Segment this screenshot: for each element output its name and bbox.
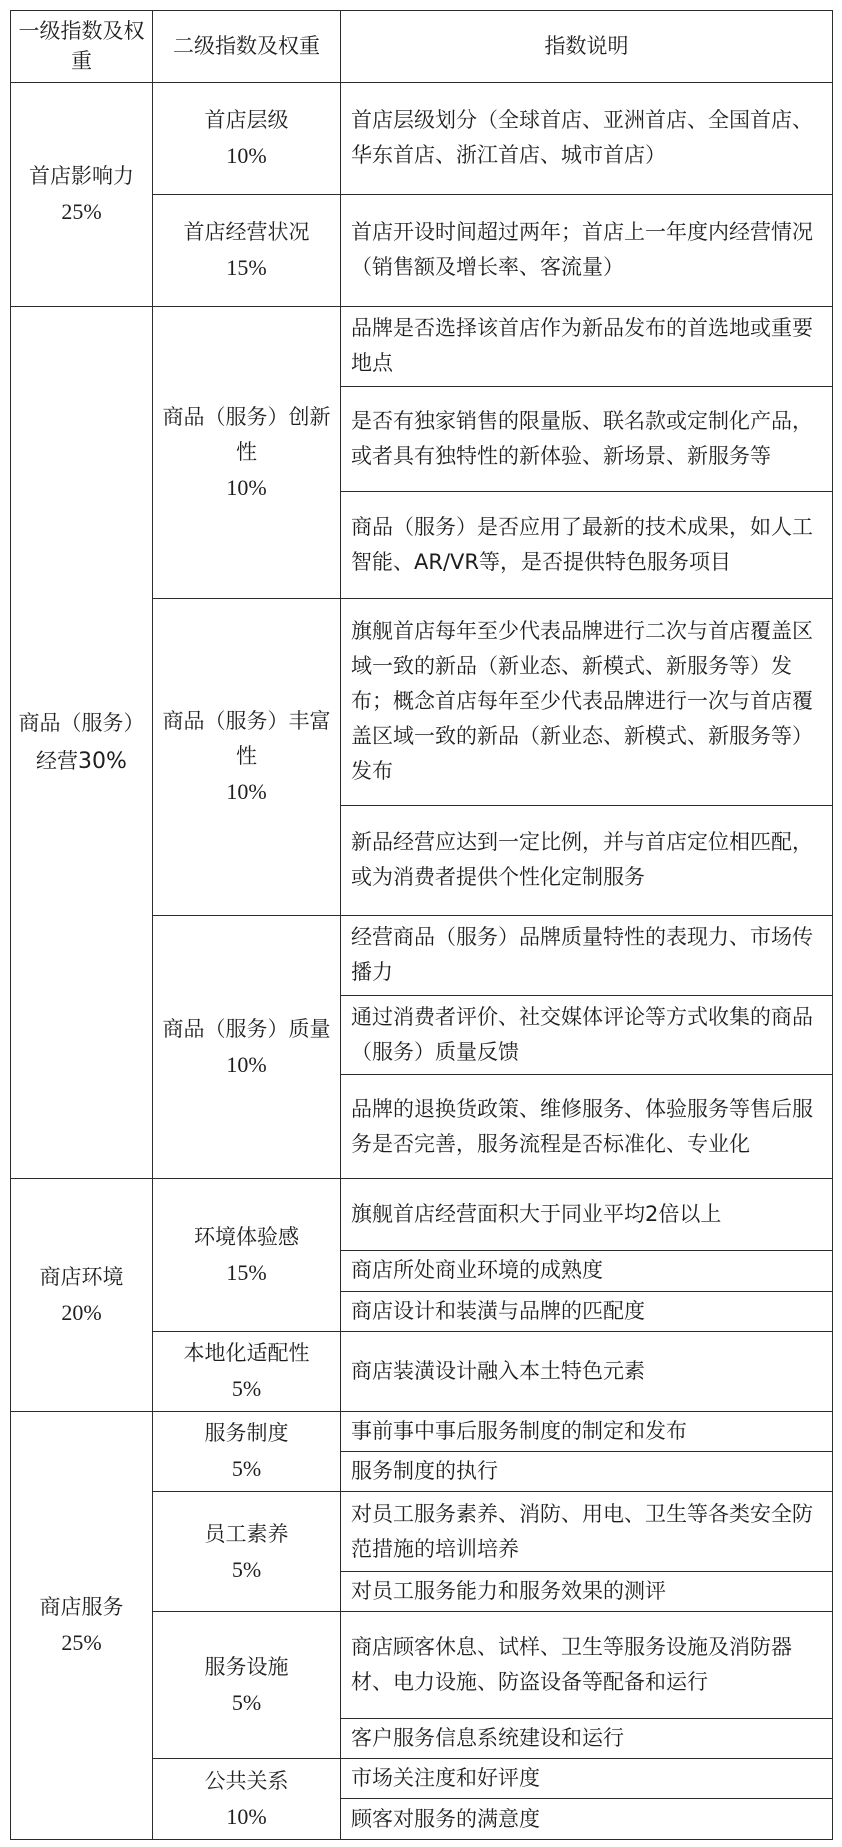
level1-weight: 25% bbox=[61, 199, 102, 225]
level1-weight: 25% bbox=[61, 1630, 102, 1656]
level1-cell bbox=[11, 82, 153, 306]
level2-weight: 15% bbox=[226, 255, 267, 281]
desc-cell: 市场关注度和好评度 bbox=[341, 1759, 833, 1799]
desc-cell: 旗舰首店每年至少代表品牌进行二次与首店覆盖区域一致的新品（新业态、新模式、新服务等）发布；概念首店每年至少代表品牌进行一次与首店覆盖区域一致的新品（新业态、新模式、新服务等）发布 bbox=[341, 598, 833, 805]
level2-name: 商品（服务）创新性 bbox=[162, 404, 331, 464]
level1-name: 商店服务 bbox=[39, 1595, 124, 1620]
desc-cell: 顾客对服务的满意度 bbox=[341, 1799, 833, 1840]
level2-weight: 5% bbox=[231, 1376, 262, 1402]
level2-cell bbox=[153, 1759, 341, 1840]
desc-cell: 商店顾客休息、试样、卫生等服务设施及消防器材、电力设施、防盗设备等配备和运行 bbox=[341, 1612, 833, 1719]
level2-weight: 15% bbox=[226, 1260, 267, 1286]
desc-cell: 经营商品（服务）品牌质量特性的表现力、市场传播力 bbox=[341, 915, 833, 995]
level2-name: 公共关系 bbox=[204, 1769, 289, 1794]
level1-name: 商品（服务） 经营30% bbox=[18, 711, 145, 775]
level2-weight: 10% bbox=[226, 143, 267, 169]
level2-weight: 10% bbox=[226, 1804, 267, 1830]
level2-cell bbox=[153, 307, 341, 599]
level2-weight: 10% bbox=[226, 474, 267, 500]
desc-cell: 商店设计和装潢与品牌的匹配度 bbox=[341, 1291, 833, 1331]
index-table bbox=[10, 10, 833, 1840]
desc-cell: 首店开设时间超过两年；首店上一年度内经营情况（销售额及增长率、客流量） bbox=[341, 194, 833, 306]
level2-name: 商品（服务）丰富性 bbox=[162, 709, 331, 769]
level2-name: 商品（服务）质量 bbox=[162, 1017, 331, 1042]
level2-cell bbox=[153, 915, 341, 1179]
level1-cell bbox=[11, 1411, 153, 1840]
level2-name: 员工素养 bbox=[204, 1521, 289, 1546]
level2-name: 服务设施 bbox=[204, 1655, 289, 1680]
desc-cell: 对员工服务能力和服务效果的测评 bbox=[341, 1571, 833, 1611]
level2-weight: 5% bbox=[231, 1690, 262, 1716]
level2-name: 首店层级 bbox=[204, 108, 289, 133]
table-row bbox=[11, 1179, 833, 1251]
level2-name: 环境体验感 bbox=[194, 1225, 299, 1250]
desc-cell: 新品经营应达到一定比例，并与首店定位相匹配，或为消费者提供个性化定制服务 bbox=[341, 806, 833, 916]
level2-name: 服务制度 bbox=[204, 1421, 289, 1446]
desc-cell: 旗舰首店经营面积大于同业平均2倍以上 bbox=[341, 1179, 833, 1251]
table-row bbox=[11, 307, 833, 387]
desc-cell: 对员工服务素养、消防、用电、卫生等各类安全防范措施的培训培养 bbox=[341, 1492, 833, 1572]
level2-cell bbox=[153, 1411, 341, 1492]
level2-weight: 5% bbox=[231, 1556, 262, 1582]
level2-name: 本地化适配性 bbox=[183, 1341, 310, 1366]
level1-name: 商店环境 bbox=[39, 1264, 124, 1289]
level2-name: 首店经营状况 bbox=[183, 220, 310, 245]
desc-cell: 服务制度的执行 bbox=[341, 1451, 833, 1491]
level2-weight: 5% bbox=[231, 1456, 262, 1482]
desc-cell: 客户服务信息系统建设和运行 bbox=[341, 1718, 833, 1758]
level2-cell bbox=[153, 82, 341, 194]
level2-cell bbox=[153, 194, 341, 306]
level1-cell bbox=[11, 307, 153, 1179]
level1-weight: 20% bbox=[61, 1299, 102, 1325]
level2-cell bbox=[153, 1612, 341, 1759]
desc-cell: 事前事中事后服务制度的制定和发布 bbox=[341, 1411, 833, 1451]
header-level1: 一级指数及权重 bbox=[11, 11, 153, 83]
level2-cell bbox=[153, 598, 341, 915]
header-desc: 指数说明 bbox=[341, 11, 833, 83]
table-row bbox=[11, 1411, 833, 1451]
desc-cell: 商品（服务）是否应用了最新的技术成果，如人工智能、AR/VR等，是否提供特色服务项目 bbox=[341, 492, 833, 599]
level2-cell bbox=[153, 1331, 341, 1411]
desc-cell: 商店所处商业环境的成熟度 bbox=[341, 1251, 833, 1291]
table-header-row bbox=[11, 11, 833, 83]
desc-cell: 首店层级划分（全球首店、亚洲首店、全国首店、华东首店、浙江首店、城市首店） bbox=[341, 82, 833, 194]
desc-cell: 通过消费者评价、社交媒体评论等方式收集的商品（服务）质量反馈 bbox=[341, 995, 833, 1075]
header-level2: 二级指数及权重 bbox=[153, 11, 341, 83]
level2-cell bbox=[153, 1492, 341, 1612]
level2-cell bbox=[153, 1179, 341, 1331]
desc-cell: 是否有独家销售的限量版、联名款或定制化产品，或者具有独特性的新体验、新场景、新服务等 bbox=[341, 386, 833, 491]
desc-cell: 品牌的退换货政策、维修服务、体验服务等售后服务是否完善，服务流程是否标准化、专业化 bbox=[341, 1075, 833, 1179]
level2-weight: 10% bbox=[226, 1052, 267, 1078]
table-row bbox=[11, 82, 833, 194]
desc-cell: 商店装潢设计融入本土特色元素 bbox=[341, 1331, 833, 1411]
level2-weight: 10% bbox=[226, 779, 267, 805]
level1-cell bbox=[11, 1179, 153, 1411]
level1-name: 首店影响力 bbox=[29, 164, 134, 189]
desc-cell: 品牌是否选择该首店作为新品发布的首选地或重要地点 bbox=[341, 307, 833, 387]
